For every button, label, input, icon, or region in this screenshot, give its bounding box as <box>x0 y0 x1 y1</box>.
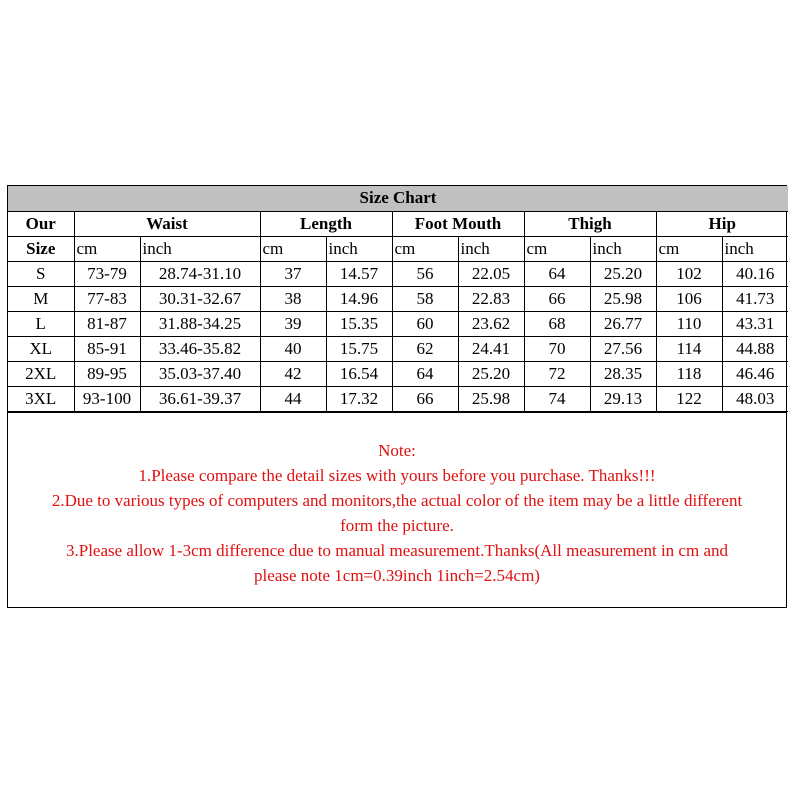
size-header: Size <box>8 236 74 261</box>
measurement-cell: 36.61-39.37 <box>140 386 260 411</box>
note-heading: Note: <box>378 440 416 460</box>
measurement-cell: 14.57 <box>326 261 392 286</box>
measurement-cell: 44 <box>260 386 326 411</box>
size-label-cell: S <box>8 261 74 286</box>
measurement-cell: 25.98 <box>458 386 524 411</box>
measurement-cell: 42 <box>260 361 326 386</box>
measurement-cell: 110 <box>656 311 722 336</box>
measurement-cell: 85-91 <box>74 336 140 361</box>
unit-header: inch <box>140 236 260 261</box>
note-line: 2.Due to various types of computers and monitors,the actual color of the item may be a little different <box>51 490 743 510</box>
size-rows <box>8 261 788 411</box>
measurement-cell: 77-83 <box>74 286 140 311</box>
measurement-cell: 30.31-32.67 <box>140 286 260 311</box>
measurement-cell: 102 <box>656 261 722 286</box>
size-label-cell: M <box>8 286 74 311</box>
thigh-header: Thigh <box>524 211 656 236</box>
measurement-cell: 22.83 <box>458 286 524 311</box>
measurement-cell: 56 <box>392 261 458 286</box>
measurement-cell: 31.88-34.25 <box>140 311 260 336</box>
measurement-cell: 40 <box>260 336 326 361</box>
length-header: Length <box>260 211 392 236</box>
table-row <box>8 261 788 286</box>
table-row <box>8 286 788 311</box>
note-line: form the picture. <box>340 515 454 535</box>
measurement-cell: 17.32 <box>326 386 392 411</box>
measurement-cell: 16.54 <box>326 361 392 386</box>
measurement-cell: 81-87 <box>74 311 140 336</box>
note-line: 3.Please allow 1-3cm difference due to manual measurement.Thanks(All measurement in cm and <box>66 540 728 560</box>
measurement-cell: 66 <box>392 386 458 411</box>
unit-header: inch <box>722 236 788 261</box>
measurement-cell: 28.35 <box>590 361 656 386</box>
measurement-cell: 14.96 <box>326 286 392 311</box>
measurement-cell: 93-100 <box>74 386 140 411</box>
size-label-cell: L <box>8 311 74 336</box>
measurement-cell: 44.88 <box>722 336 788 361</box>
unit-header: cm <box>656 236 722 261</box>
measurement-cell: 27.56 <box>590 336 656 361</box>
size-chart-title: Size Chart <box>8 186 788 211</box>
unit-header: cm <box>260 236 326 261</box>
measurement-cell: 122 <box>656 386 722 411</box>
measurement-cell: 43.31 <box>722 311 788 336</box>
note-line: please note 1cm=0.39inch 1inch=2.54cm) <box>254 565 540 585</box>
measurement-cell: 29.13 <box>590 386 656 411</box>
unit-header: inch <box>590 236 656 261</box>
size-label-cell: 3XL <box>8 386 74 411</box>
notes-section <box>8 412 786 607</box>
hip-header: Hip <box>656 211 788 236</box>
measurement-cell: 24.41 <box>458 336 524 361</box>
measurement-cell: 66 <box>524 286 590 311</box>
measurement-cell: 37 <box>260 261 326 286</box>
table-row <box>8 336 788 361</box>
table-row <box>8 311 788 336</box>
size-label-cell: 2XL <box>8 361 74 386</box>
measurement-cell: 106 <box>656 286 722 311</box>
measurement-cell: 89-95 <box>74 361 140 386</box>
unit-header: cm <box>392 236 458 261</box>
table-row <box>8 386 788 411</box>
measurement-cell: 70 <box>524 336 590 361</box>
measurement-cell: 74 <box>524 386 590 411</box>
measurement-cell: 33.46-35.82 <box>140 336 260 361</box>
size-table <box>8 186 788 412</box>
measurement-cell: 48.03 <box>722 386 788 411</box>
size-chart <box>7 185 787 608</box>
measurement-cell: 64 <box>392 361 458 386</box>
unit-header: cm <box>74 236 140 261</box>
size-label-cell: XL <box>8 336 74 361</box>
measurement-cell: 15.75 <box>326 336 392 361</box>
measurement-cell: 26.77 <box>590 311 656 336</box>
note-line: 1.Please compare the detail sizes with yours before you purchase. Thanks!!! <box>138 465 656 485</box>
measurement-cell: 23.62 <box>458 311 524 336</box>
unit-header: cm <box>524 236 590 261</box>
measurement-cell: 64 <box>524 261 590 286</box>
unit-header: inch <box>458 236 524 261</box>
measurement-cell: 38 <box>260 286 326 311</box>
measurement-cell: 46.46 <box>722 361 788 386</box>
foot-mouth-header: Foot Mouth <box>392 211 524 236</box>
measurement-cell: 41.73 <box>722 286 788 311</box>
measurement-cell: 68 <box>524 311 590 336</box>
measurement-cell: 15.35 <box>326 311 392 336</box>
measurement-cell: 114 <box>656 336 722 361</box>
measurement-cell: 22.05 <box>458 261 524 286</box>
measurement-cell: 40.16 <box>722 261 788 286</box>
our-size-header: Our <box>8 211 74 236</box>
measurement-cell: 25.20 <box>590 261 656 286</box>
measurement-cell: 28.74-31.10 <box>140 261 260 286</box>
measurement-cell: 118 <box>656 361 722 386</box>
table-row <box>8 361 788 386</box>
measurement-cell: 62 <box>392 336 458 361</box>
measurement-cell: 35.03-37.40 <box>140 361 260 386</box>
measurement-cell: 25.20 <box>458 361 524 386</box>
measurement-cell: 39 <box>260 311 326 336</box>
measurement-cell: 58 <box>392 286 458 311</box>
waist-header: Waist <box>74 211 260 236</box>
measurement-cell: 25.98 <box>590 286 656 311</box>
measurement-cell: 72 <box>524 361 590 386</box>
measurement-cell: 73-79 <box>74 261 140 286</box>
unit-header: inch <box>326 236 392 261</box>
measurement-cell: 60 <box>392 311 458 336</box>
